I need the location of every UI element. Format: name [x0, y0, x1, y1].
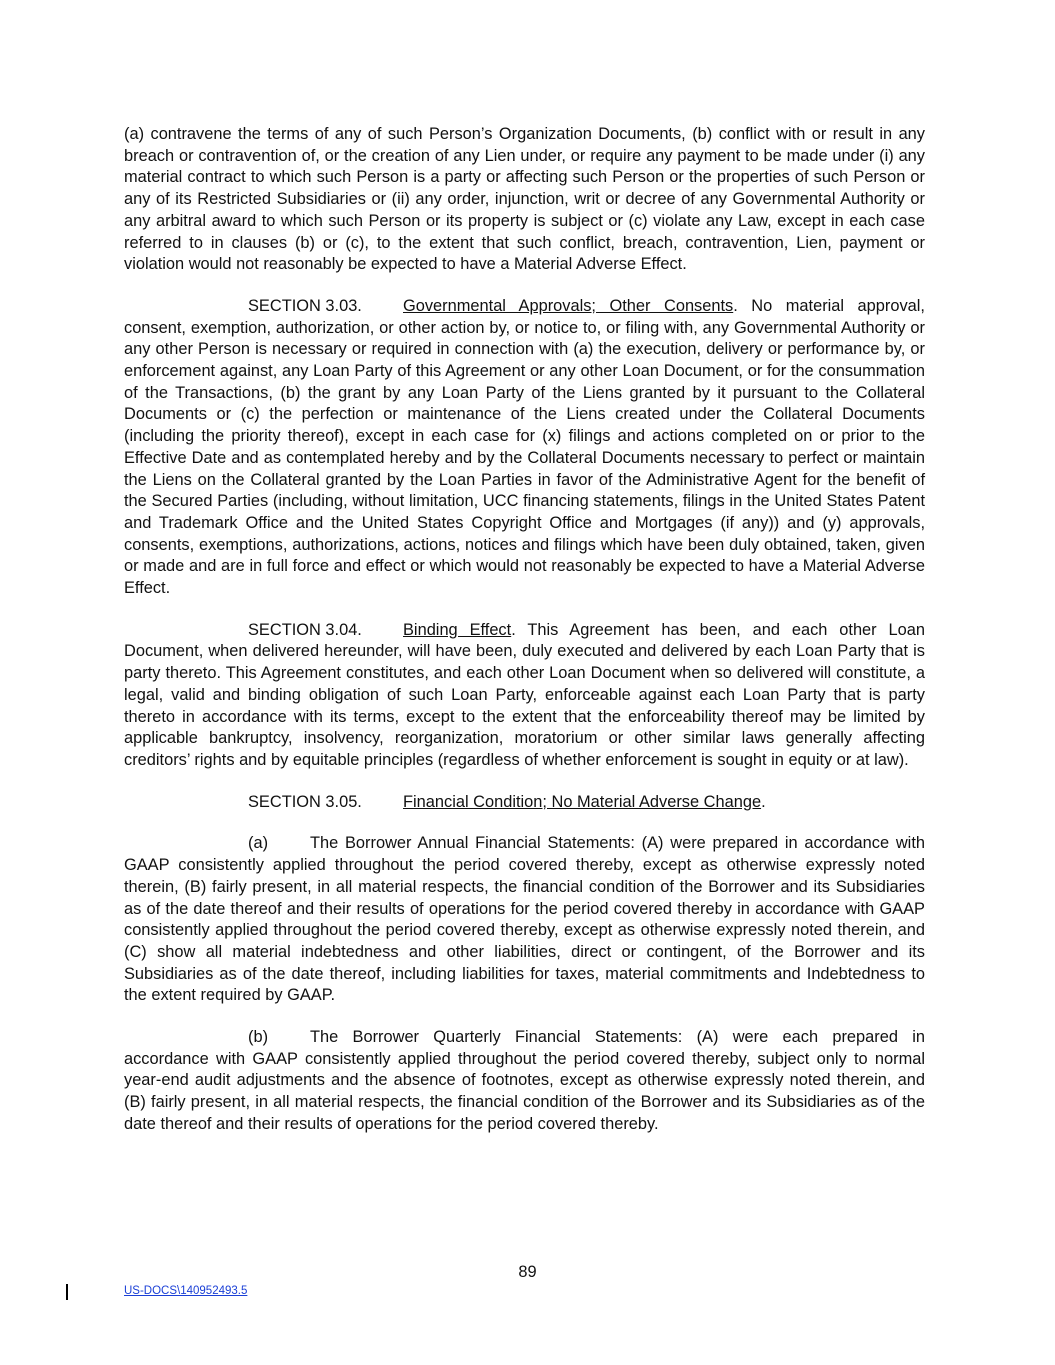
section-3-05-title: Financial Condition; No Material Adverse Change [403, 792, 762, 811]
subsection-a-paragraph [124, 833, 925, 1007]
subsection-b-text: The Borrower Quarterly Financial Statements: (A) were each prepared in accordance with GAAP consistently applied throughout the period covered thereby, subject only to normal year-end audit adjustments and the absence of footnotes, except as otherwise expressly noted therein, and (B) fairly present, in all material respects, the financial condition of the Borrower and its Subsidiaries as of the date thereof and their results of operations for the period covered thereby. [124, 1028, 925, 1133]
document-id-link[interactable]: US-DOCS\140952493.5 [124, 1285, 248, 1297]
section-3-04-paragraph [124, 620, 925, 772]
subsection-a-text: The Borrower Annual Financial Statements: (A) were prepared in accordance with GAAP consistently applied throughout the period covered thereby, except as otherwise expressly noted therein, (B) fairly present, in all material respects, the financial condition of the Borrower and its Subsidiaries as of the date thereof and their results of operations for the period covered thereby in accordance with GAAP consistently applied throughout the period covered thereby, except as otherwise expressly noted therein, and (C) show all material indebtedness and other liabilities, direct or contingent, of the Borrower and its Subsidiaries as of the date thereof, including liabilities for taxes, material commitments and Indebtedness to the extent required by GAAP. [124, 834, 925, 1005]
subsection-b-label: (b) [248, 1028, 269, 1047]
page-number: 89 [518, 1263, 537, 1281]
section-3-04-title: Binding Effect [403, 620, 512, 639]
section-3-05-heading [124, 792, 925, 814]
section-3-03-text: . No material approval, consent, exemption, authorization, or other action by, or notice to, or filing with, any Governmental Authority or any other Person is necessary or required in connection with (a) the execution, delivery or performance by, or enforcement against, any Loan Party of this Agreement or any other Loan Document, or for the consummation of the Transactions, (b) the grant by any Loan Party of the Liens granted by it pursuant to the Collateral Documents or (c) the perfection or maintenance of the Liens created under the Collateral Documents (including the priority thereof), except in each case for (x) filings and actions completed on or prior to the Effective Date and as contemplated hereby and by the Collateral Documents necessary to perfect or maintain the Liens on the Collateral granted by the Loan Parties in favor of the Administrative Agent for the benefit of the Secured Parties (including, without limitation, UCC financing statements, filings in the United States Patent and Trademark Office and the United States Copyright Office and Mortgages (if any)) and (y) approvals, consents, exemptions, authorizations, actions, notices and filings which have been duly obtained, taken, given or made and are in full force and effect or which would not reasonably be expected to have a Material Adverse Effect. [124, 296, 925, 598]
intro-paragraph: (a) contravene the terms of any of such Person’s Organization Documents, (b) conflict with or result in any breach or contravention of, or the creation of any Lien under, or require any payment to be made under (i) any material contract to which such Person is a party or affecting such Person or the properties of such Person or any of its Restricted Subsidiaries or (ii) any order, injunction, writ or decree of any Governmental Authority or any arbitral award to which such Person or its property is subject or (c) violate any Law, except in each case referred to in clauses (b) or (c), to the extent that such conflict, breach, contravention, Lien, payment or violation would not reasonably be expected to have a Material Adverse Effect. [124, 125, 925, 274]
section-3-03-paragraph [124, 296, 925, 600]
document-body [124, 124, 925, 1156]
change-bar [66, 1284, 68, 1300]
subsection-b-paragraph [124, 1027, 925, 1136]
subsection-a-label: (a) [248, 834, 269, 853]
section-3-03-number: SECTION 3.03. [248, 296, 362, 315]
section-3-04-text: . This Agreement has been, and each other Loan Document, when delivered hereunder, will have been, duly executed and delivered by each Loan Party that is party thereto. This Agreement constitutes, and each other Loan Document when so delivered will constitute, a legal, valid and binding obligation of such Loan Party, enforceable against each Loan Party that is party thereto in accordance with its terms, except to the extent that the enforceability thereof may be limited by applicable bankruptcy, insolvency, reorganization, moratorium or other similar laws generally affecting creditors’ rights and by equitable principles (regardless of whether enforcement is sought in equity or at law). [124, 620, 925, 769]
section-3-05-text: . [761, 792, 766, 811]
section-3-03-title: Governmental Approvals; Other Consents [403, 296, 734, 315]
section-3-05-number: SECTION 3.05. [248, 792, 362, 811]
section-3-04-number: SECTION 3.04. [248, 620, 362, 639]
